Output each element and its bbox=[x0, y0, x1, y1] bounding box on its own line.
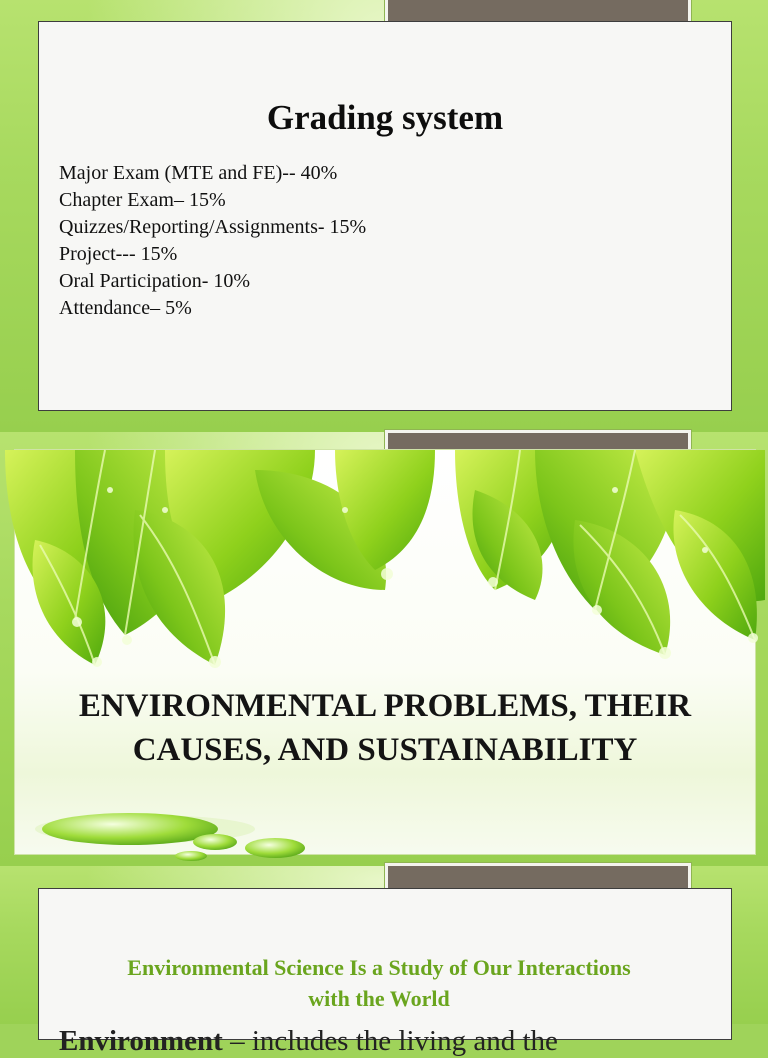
content-card bbox=[38, 888, 732, 1057]
list-item: Chapter Exam– 15% bbox=[59, 189, 226, 211]
list-item: Project--- 15% bbox=[59, 243, 178, 265]
grading-list bbox=[59, 160, 366, 322]
title-line-1: ENVIRONMENTAL PROBLEMS, THEIR bbox=[78, 688, 692, 724]
list-item: Attendance– 5% bbox=[59, 297, 192, 319]
list-item: Major Exam (MTE and FE)-- 40% bbox=[59, 162, 338, 184]
title-line-2: CAUSES, AND SUSTAINABILITY bbox=[132, 732, 638, 768]
slide-subtitle bbox=[79, 952, 679, 1014]
body-term: Environment bbox=[59, 1025, 223, 1057]
body-text bbox=[59, 1025, 558, 1058]
subtitle-line-2: with the World bbox=[308, 986, 450, 1011]
subtitle-line-1: Environmental Science Is a Study of Our Interactions bbox=[127, 955, 631, 980]
title-card bbox=[14, 449, 756, 855]
slide-title-environmental-problems bbox=[0, 432, 768, 866]
list-item: Oral Participation- 10% bbox=[59, 270, 251, 292]
slide-grading-system bbox=[0, 0, 768, 432]
list-item: Quizzes/Reporting/Assignments- 15% bbox=[59, 216, 367, 238]
leaves-illustration bbox=[15, 450, 755, 680]
body-definition: – includes the living and the bbox=[222, 1025, 558, 1057]
slide-environmental-science bbox=[0, 866, 768, 1057]
content-card bbox=[38, 21, 732, 411]
water-drops-decoration bbox=[15, 750, 755, 854]
slide-title: Grading system bbox=[266, 98, 504, 137]
